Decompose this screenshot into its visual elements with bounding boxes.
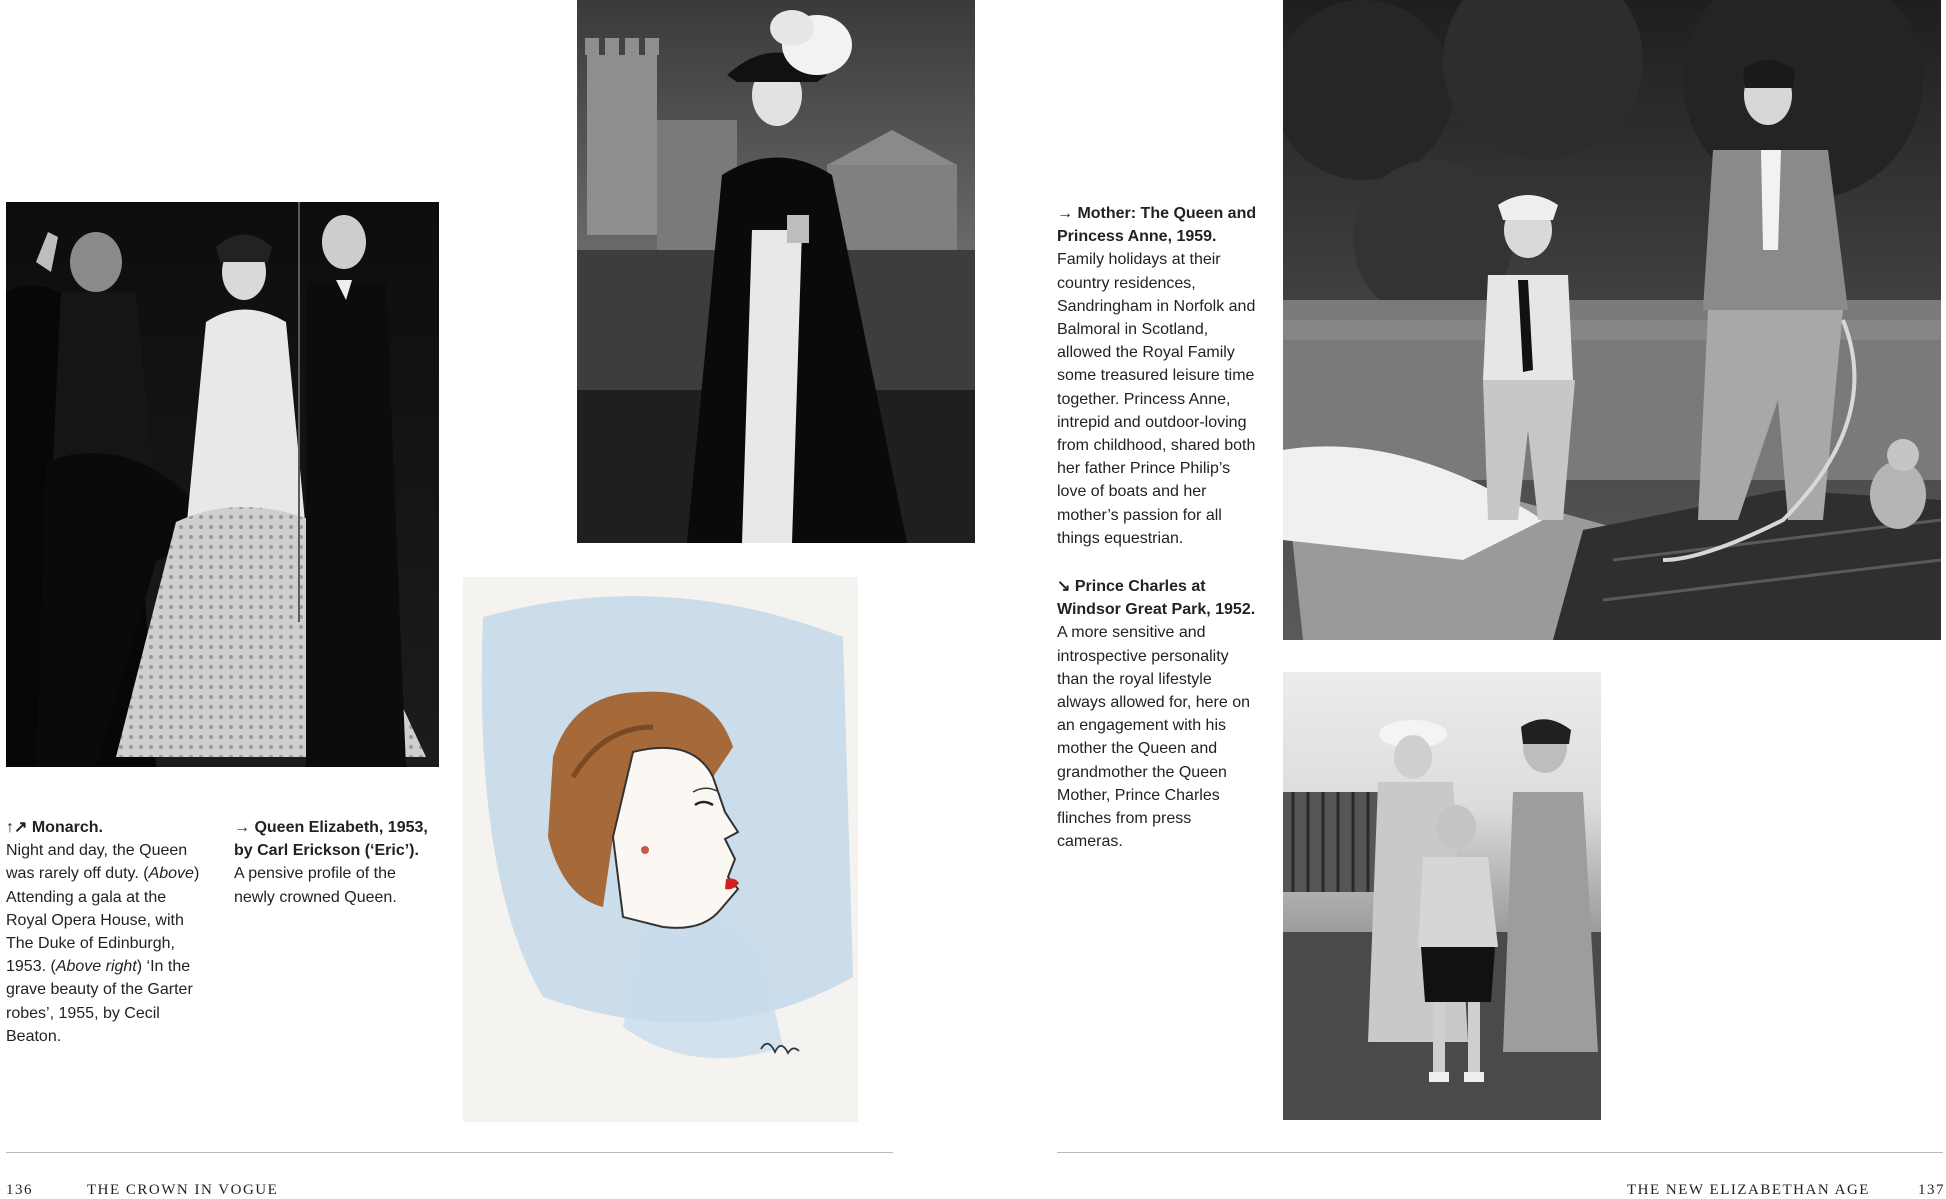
page-number-right: 137 xyxy=(1918,1182,1945,1198)
caption-monarch-body: Night and day, the Queen was rarely off duty. (Above) Attending a gala at the Royal Opera House, with The Duke of Edinburgh, 1953. (Above right) ‘In the grave beauty of the Garter robes’, 1955, by Cecil Beaton. xyxy=(6,842,200,1045)
caption-erickson-body: A pensive profile of the newly crowned Queen. xyxy=(234,865,397,906)
photo-opera-gala xyxy=(6,202,439,767)
footer-rule-right xyxy=(1057,1152,1943,1153)
running-title-right: THE NEW ELIZABETHAN AGE xyxy=(1627,1182,1870,1198)
caption-monarch-heading: ↑↗ Monarch. xyxy=(6,819,103,836)
caption-erickson-heading: → Queen Elizabeth, 1953, by Carl Erickson (‘Eric’). xyxy=(234,819,428,860)
photo-queen-princess-anne xyxy=(1283,0,1941,640)
caption-monarch xyxy=(6,816,206,1048)
footer-rule-left xyxy=(6,1152,893,1153)
caption-charles-body: A more sensitive and introspective personality than the royal lifestyle always allowed for, here on an engagement with his mother the Queen and grandmother the Queen Mother, Prince Charles flinches from press cameras. xyxy=(1057,624,1250,851)
running-title-left: THE CROWN IN VOGUE xyxy=(87,1182,279,1198)
photo-prince-charles-windsor xyxy=(1283,672,1601,1120)
caption-charles xyxy=(1057,575,1259,853)
caption-erickson xyxy=(234,816,432,909)
caption-mother-heading: → Mother: The Queen and Princess Anne, 1959. xyxy=(1057,205,1257,246)
caption-mother-body: Family holidays at their country residences, Sandringham in Norfolk and Balmoral in Scotland, allowed the Royal Family some treasured leisure time together. Princess Anne, intrepid and outdoor-loving from childhood, shared both her father Prince Philip’s love of boats and her mother’s passion for all things equestrian. xyxy=(1057,251,1256,547)
caption-mother xyxy=(1057,202,1257,550)
photo-garter-robes xyxy=(577,0,975,543)
caption-charles-heading: ↘ Prince Charles at Windsor Great Park, 1952. xyxy=(1057,578,1256,619)
page-number-left: 136 xyxy=(6,1182,33,1198)
illustration-erickson-watercolour xyxy=(463,577,858,1122)
